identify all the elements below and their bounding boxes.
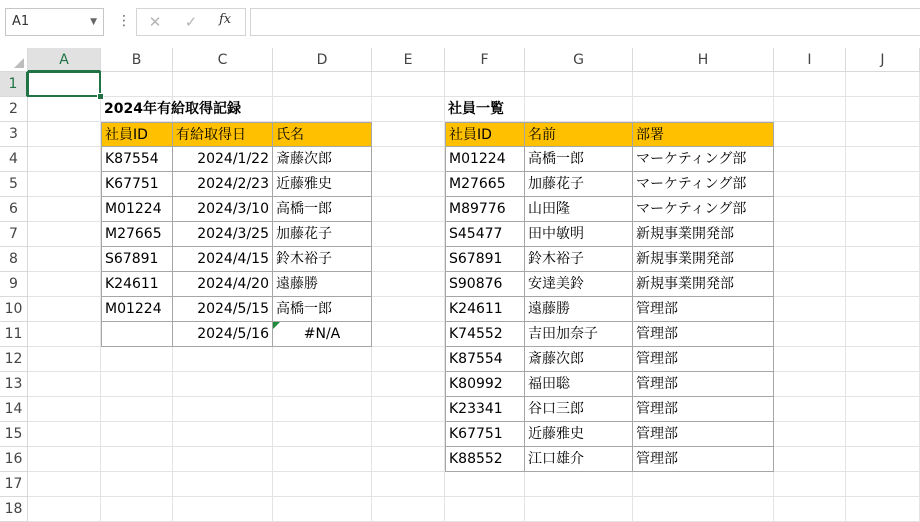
row-header-7[interactable]: 7 (0, 222, 28, 247)
right-table-cell[interactable]: 遠藤勝 (525, 297, 633, 322)
right-table-cell[interactable]: S90876 (445, 272, 525, 297)
left-table-cell[interactable]: 高橋一郎 (273, 197, 372, 222)
right-table-title[interactable]: 社員一覧 (448, 101, 504, 117)
name-box-value: A1 (12, 14, 30, 29)
gridline-vertical (845, 72, 846, 522)
left-table-cell[interactable]: #N/A (273, 322, 372, 347)
right-table-cell[interactable]: 近藤雅史 (525, 422, 633, 447)
left-table-cell[interactable]: 2024/4/15 (173, 247, 273, 272)
left-table-cell[interactable]: S67891 (101, 247, 173, 272)
right-table-cell[interactable]: 管理部 (633, 322, 774, 347)
left-table-header[interactable]: 有給取得日 (173, 122, 273, 147)
error-indicator-icon[interactable] (273, 322, 280, 329)
left-table-cell[interactable]: 高橋一郎 (273, 297, 372, 322)
left-table-cell[interactable]: 2024/4/20 (173, 272, 273, 297)
right-table-cell[interactable]: 管理部 (633, 397, 774, 422)
right-table-cell[interactable]: 新規事業開発部 (633, 247, 774, 272)
right-table-cell[interactable]: K80992 (445, 372, 525, 397)
column-header-f[interactable]: F (445, 48, 525, 72)
right-table-cell[interactable]: S67891 (445, 247, 525, 272)
right-table-cell[interactable]: M27665 (445, 172, 525, 197)
gridline-horizontal (28, 496, 920, 497)
row-header-17[interactable]: 17 (0, 472, 28, 497)
column-header-d[interactable]: D (273, 48, 372, 72)
right-table-cell[interactable]: 管理部 (633, 422, 774, 447)
right-table-cell[interactable]: 田中敏明 (525, 222, 633, 247)
right-table-cell[interactable]: M01224 (445, 147, 525, 172)
right-table-cell[interactable]: マーケティング部 (633, 197, 774, 222)
row-header-3[interactable]: 3 (0, 122, 28, 147)
row-header-12[interactable]: 12 (0, 347, 28, 372)
left-table-header[interactable]: 社員ID (101, 122, 173, 147)
row-header-16[interactable]: 16 (0, 447, 28, 472)
left-table-cell[interactable]: M27665 (101, 222, 173, 247)
left-table-cell[interactable]: 斎藤次郎 (273, 147, 372, 172)
row-header-8[interactable]: 8 (0, 247, 28, 272)
spreadsheet-grid[interactable] (0, 48, 920, 522)
left-table-cell[interactable] (101, 322, 173, 347)
right-table-cell[interactable]: 新規事業開発部 (633, 272, 774, 297)
right-table-header[interactable]: 社員ID (445, 122, 525, 147)
right-table-cell[interactable]: 吉田加奈子 (525, 322, 633, 347)
left-table-cell[interactable]: K67751 (101, 172, 173, 197)
column-header-i[interactable]: I (774, 48, 846, 72)
right-table-cell[interactable]: S45477 (445, 222, 525, 247)
column-header-b[interactable]: B (101, 48, 173, 72)
fill-handle[interactable] (97, 93, 104, 100)
row-header-4[interactable]: 4 (0, 147, 28, 172)
row-header-11[interactable]: 11 (0, 322, 28, 347)
right-table-cell[interactable]: K24611 (445, 297, 525, 322)
column-header-e[interactable]: E (372, 48, 445, 72)
right-table-cell[interactable]: マーケティング部 (633, 147, 774, 172)
select-all-corner[interactable] (0, 48, 28, 72)
right-table-cell[interactable]: K67751 (445, 422, 525, 447)
right-table-cell[interactable]: 管理部 (633, 372, 774, 397)
left-table-cell[interactable]: K87554 (101, 147, 173, 172)
left-table-cell[interactable]: 2024/1/22 (173, 147, 273, 172)
row-header-5[interactable]: 5 (0, 172, 28, 197)
right-table-cell[interactable]: 斎藤次郎 (525, 347, 633, 372)
right-table-cell[interactable]: K74552 (445, 322, 525, 347)
column-header-c[interactable]: C (173, 48, 273, 72)
right-table-cell[interactable]: K88552 (445, 447, 525, 472)
right-table-cell[interactable]: 鈴木裕子 (525, 247, 633, 272)
formula-bar (0, 0, 920, 48)
left-table-header[interactable]: 氏名 (273, 122, 372, 147)
right-table-cell[interactable]: 谷口三郎 (525, 397, 633, 422)
left-table-cell[interactable]: 2024/5/15 (173, 297, 273, 322)
left-table-cell[interactable]: 2024/3/25 (173, 222, 273, 247)
insert-function-icon[interactable]: fx (219, 12, 232, 27)
row-header-2[interactable]: 2 (0, 97, 28, 122)
right-table-cell[interactable]: 江口雄介 (525, 447, 633, 472)
chevron-down-icon[interactable]: ▼ (90, 17, 97, 27)
row-header-9[interactable]: 9 (0, 272, 28, 297)
formula-buttons (136, 8, 246, 36)
left-table-cell[interactable]: 遠藤勝 (273, 272, 372, 297)
row-header-1[interactable]: 1 (0, 72, 28, 97)
row-header-15[interactable]: 15 (0, 422, 28, 447)
left-table-cell[interactable]: 鈴木裕子 (273, 247, 372, 272)
row-header-18[interactable]: 18 (0, 497, 28, 522)
row-header-6[interactable]: 6 (0, 197, 28, 222)
right-table-cell[interactable]: マーケティング部 (633, 172, 774, 197)
right-table-cell[interactable]: 加藤花子 (525, 172, 633, 197)
left-table-cell[interactable]: M01224 (101, 197, 173, 222)
left-table-cell[interactable]: M01224 (101, 297, 173, 322)
column-header-j[interactable]: J (846, 48, 920, 72)
left-table-cell[interactable]: 加藤花子 (273, 222, 372, 247)
right-table-cell[interactable]: K23341 (445, 397, 525, 422)
column-header-h[interactable]: H (633, 48, 774, 72)
left-table-cell[interactable]: 近藤雅史 (273, 172, 372, 197)
right-table-cell[interactable]: 山田隆 (525, 197, 633, 222)
row-header-13[interactable]: 13 (0, 372, 28, 397)
right-table-cell[interactable]: 安達美鈴 (525, 272, 633, 297)
right-table-header[interactable]: 部署 (633, 122, 774, 147)
formula-input[interactable] (250, 8, 920, 36)
left-table-title[interactable]: 2024年有給取得記録 (104, 101, 241, 117)
enter-icon[interactable]: ✓ (184, 13, 198, 31)
right-table-cell[interactable]: M89776 (445, 197, 525, 222)
right-table-cell[interactable]: K87554 (445, 347, 525, 372)
left-table-cell[interactable]: 2024/5/16 (173, 322, 273, 347)
name-box[interactable] (5, 8, 104, 36)
left-table-cell[interactable]: 2024/2/23 (173, 172, 273, 197)
right-table-cell[interactable]: 新規事業開発部 (633, 222, 774, 247)
selected-cell-a1[interactable] (27, 71, 101, 97)
right-table-cell[interactable]: 管理部 (633, 447, 774, 472)
column-header-a[interactable]: A (28, 48, 101, 72)
cancel-icon[interactable]: ✕ (148, 13, 162, 31)
right-table-cell[interactable]: 管理部 (633, 297, 774, 322)
right-table-cell[interactable]: 高橋一郎 (525, 147, 633, 172)
right-table-cell[interactable]: 福田聡 (525, 372, 633, 397)
left-table-cell[interactable]: K24611 (101, 272, 173, 297)
more-options-icon[interactable]: ⋮ (117, 13, 131, 29)
right-table-cell[interactable]: 管理部 (633, 347, 774, 372)
left-table-cell[interactable]: 2024/3/10 (173, 197, 273, 222)
right-table-header[interactable]: 名前 (525, 122, 633, 147)
column-header-g[interactable]: G (525, 48, 633, 72)
row-header-14[interactable]: 14 (0, 397, 28, 422)
row-header-10[interactable]: 10 (0, 297, 28, 322)
